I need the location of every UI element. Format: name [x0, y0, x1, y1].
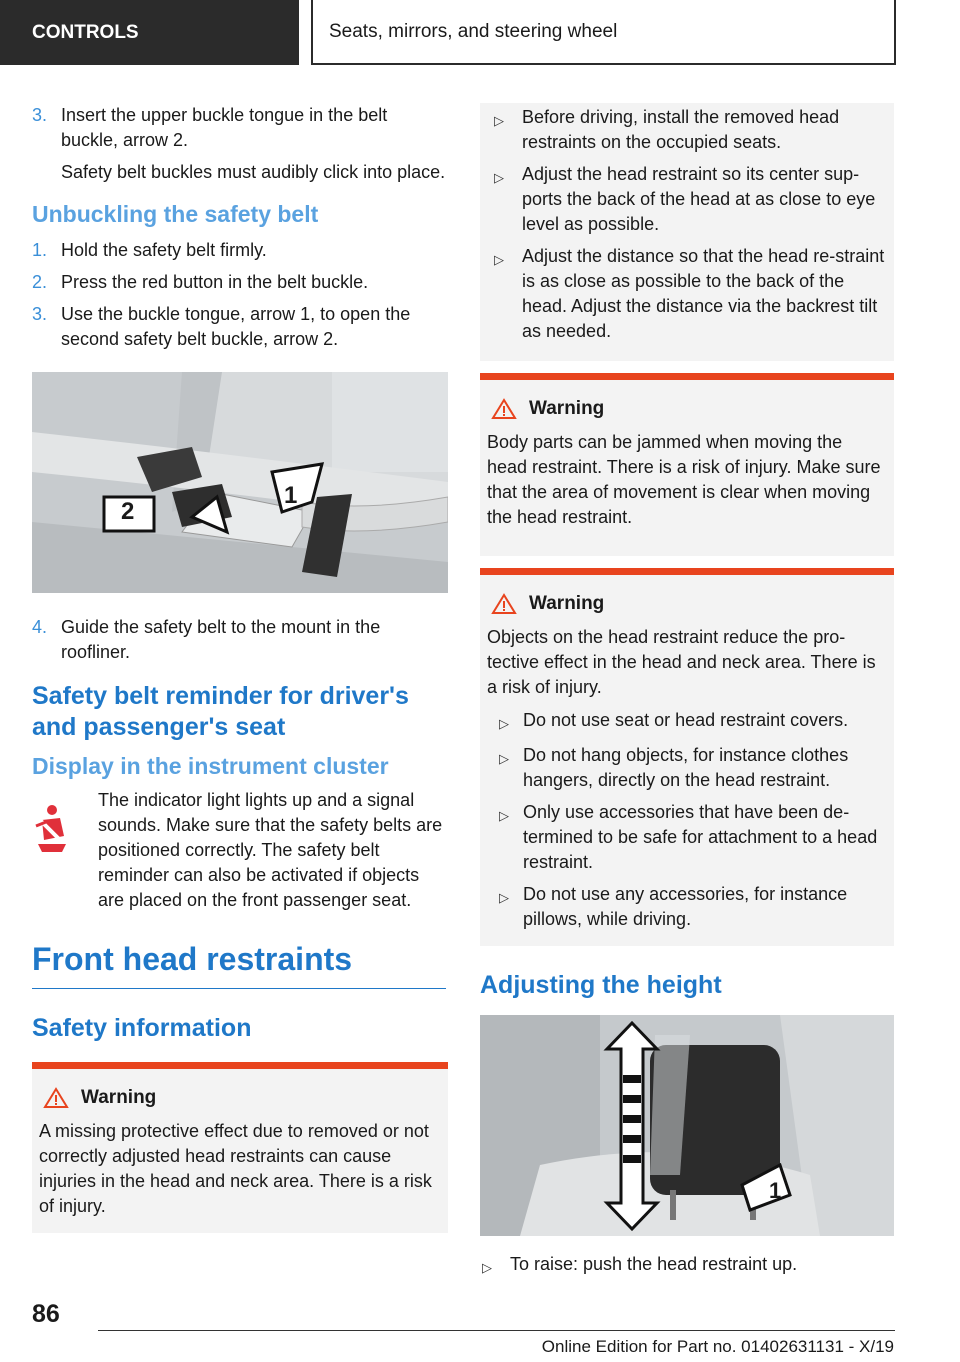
edition-text: Online Edition for Part no. 01402631131 - X/19	[541, 1337, 894, 1356]
bullet-item	[488, 105, 886, 155]
arrow-label: 1	[284, 482, 298, 509]
warning-triangle-icon	[491, 593, 517, 615]
warning-box	[480, 568, 894, 946]
bullet-triangle-icon: ▷	[499, 716, 509, 731]
warning-box	[480, 373, 894, 556]
section-label: CONTROLS	[32, 21, 139, 43]
bullet-text: Adjust the head restraint so its center sup-ports the back of the head at as close to eye level as possible.	[522, 164, 876, 234]
belt-buckle-drawing	[32, 372, 448, 593]
bullet-triangle-icon: ▷	[482, 1260, 492, 1275]
bullet-text: To raise: push the head restraint up.	[510, 1254, 798, 1274]
display-heading: Display in the instrument cluster	[32, 753, 389, 779]
bullet-triangle-icon: ▷	[494, 252, 504, 267]
bullet-text: Only use accessories that have been de-termined to be safe for attachment to a head restraint.	[523, 802, 878, 872]
bullet-item	[488, 162, 886, 237]
bullet-triangle-icon: ▷	[499, 751, 509, 766]
arrow-label: 2	[121, 498, 135, 525]
page-number: 86	[32, 1300, 60, 1328]
left-column	[32, 103, 448, 1233]
chapter-label: Seats, mirrors, and steering wheel	[329, 20, 618, 42]
safety-info-heading: Safety information	[32, 1014, 252, 1042]
step-number: 1.	[32, 240, 48, 260]
warning-triangle-icon	[43, 1087, 69, 1109]
warning-header	[487, 593, 886, 615]
bullet-item	[487, 800, 886, 875]
warning-text: A missing protective effect due to removed or not correctly adjusted head restraints can cause injuries in the head and neck area. There is a risk of injury.	[39, 1121, 432, 1216]
step-item	[32, 103, 448, 153]
bullet-triangle-icon: ▷	[494, 170, 504, 185]
unbuckle-heading: Unbuckling the safety belt	[32, 201, 319, 227]
step-text: Use the buckle tongue, arrow 1, to open the second safety belt buckle, arrow 2.	[61, 304, 411, 349]
bullet-item	[488, 244, 886, 344]
reminder-heading: Safety belt reminder for driver's and passenger's seat	[32, 682, 409, 741]
chapter-tab	[311, 0, 896, 65]
indicator-block	[32, 788, 448, 913]
right-column	[480, 103, 896, 1287]
head-restraint-drawing	[480, 1015, 894, 1236]
step-item	[32, 270, 448, 295]
step-number: 2.	[32, 272, 48, 292]
indicator-icon-wrap	[32, 788, 98, 913]
step-item	[32, 615, 448, 665]
bullet-triangle-icon: ▷	[499, 890, 509, 905]
adjust-height-heading: Adjusting the height	[480, 971, 722, 999]
step-text: Hold the safety belt firmly.	[61, 240, 267, 260]
bullet-item	[480, 1252, 896, 1280]
bullet-text: Do not use seat or head restraint covers.	[523, 710, 849, 730]
step-item	[32, 238, 448, 263]
warning-box	[32, 1062, 448, 1233]
warning-header	[39, 1087, 440, 1109]
warning-title: Warning	[529, 398, 605, 419]
bullet-item	[487, 708, 886, 736]
front-head-heading: Front head restraints	[32, 941, 446, 989]
indicator-text: The indicator light lights up and a signal sounds. Make sure that the safety belts are positioned correctly. The safety belt reminder can also be activated if objects are placed on the front passenger seat.	[98, 790, 443, 910]
bullet-text: Do not hang objects, for instance clothes hangers, directly on the head restraint.	[523, 745, 849, 790]
bullet-triangle-icon: ▷	[494, 113, 504, 128]
warning-header	[487, 398, 886, 420]
bullet-triangle-icon: ▷	[499, 808, 509, 823]
bullet-text: Do not use any accessories, for instance pillows, while driving.	[523, 884, 848, 929]
step-text: Press the red button in the belt buckle.	[61, 272, 369, 292]
head-restraint-illustration	[480, 1015, 894, 1236]
step-number: 4.	[32, 617, 48, 637]
step-number: 3.	[32, 304, 48, 324]
warning-title: Warning	[529, 593, 605, 614]
warning-text: Body parts can be jammed when moving the head restraint. There is a risk of injury. Make sure that the area of movement is clear when moving the head restraint.	[487, 432, 881, 527]
step-number: 3.	[32, 105, 48, 125]
seatbelt-warning-icon	[32, 804, 72, 854]
bullet-text: Adjust the distance so that the head re-straint is as close as possible to the back of the head. Adjust the distance via the backrest tilt as needed.	[522, 246, 885, 341]
bullet-text: Before driving, install the removed head restraints on the occupied seats.	[522, 107, 840, 152]
restraint-bullet-list	[480, 103, 894, 361]
warning-title: Warning	[81, 1087, 157, 1108]
step-note: Safety belt buckles must audibly click into place.	[61, 162, 446, 182]
section-tab	[0, 0, 299, 65]
bullet-item	[487, 743, 886, 793]
step-text: Insert the upper buckle tongue in the belt buckle, arrow 2.	[61, 105, 388, 150]
footer-divider	[98, 1330, 895, 1331]
warning-text: Objects on the head restraint reduce the pro-tective effect in the head and neck area. There is a risk of injury.	[487, 627, 876, 697]
belt-buckle-illustration	[32, 372, 448, 593]
step-item	[32, 302, 448, 352]
arrow-label: 1	[769, 1178, 782, 1203]
step-text: Guide the safety belt to the mount in the roofliner.	[61, 617, 381, 662]
bullet-item	[487, 882, 886, 932]
warning-triangle-icon	[491, 398, 517, 420]
